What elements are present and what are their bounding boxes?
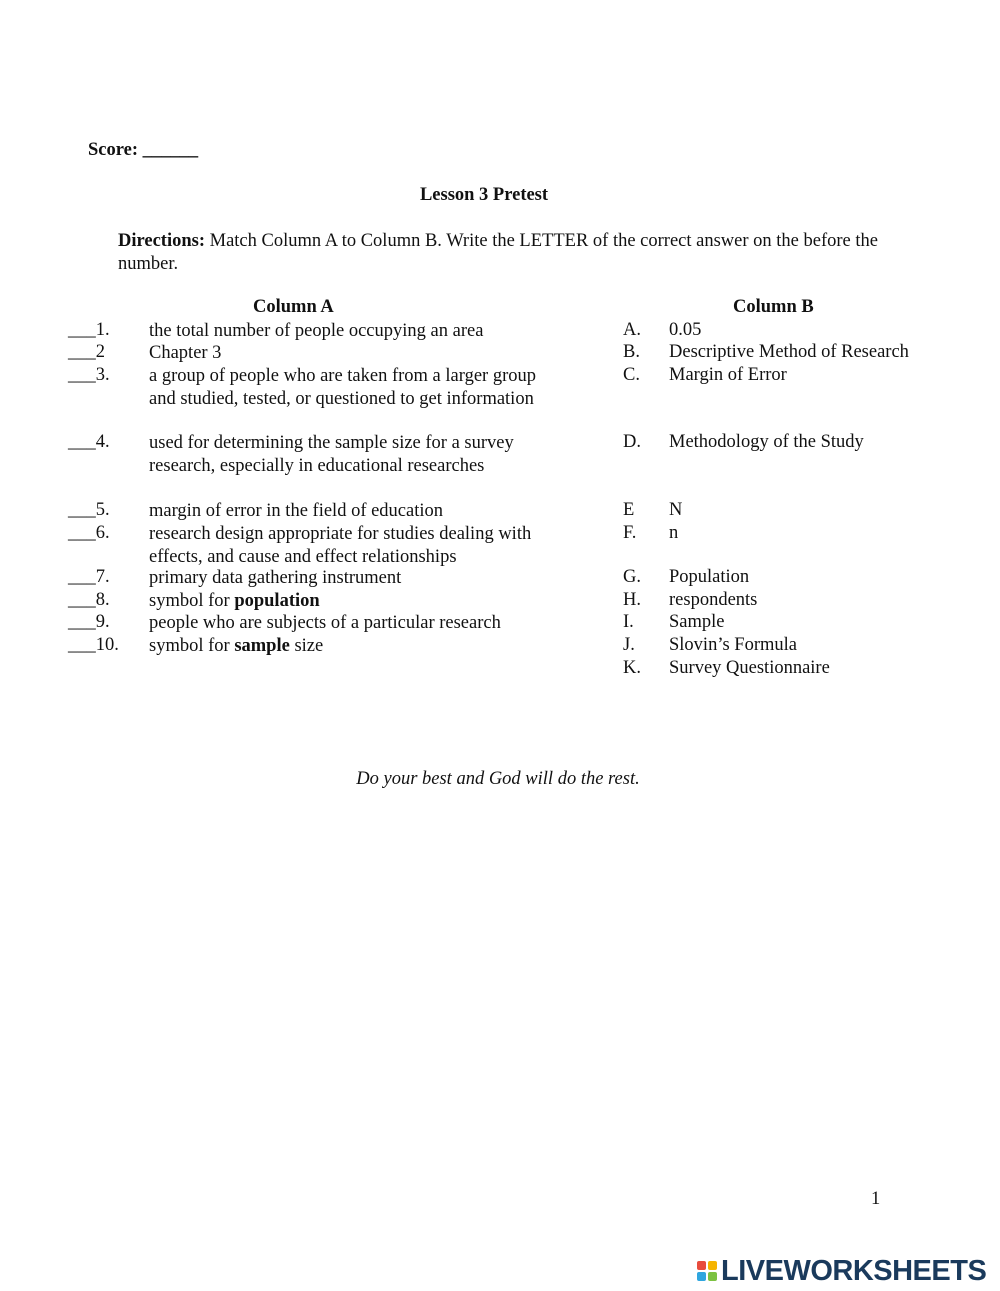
logo-block	[708, 1261, 717, 1270]
column-a-heading: Column A	[253, 297, 334, 317]
question-text	[149, 590, 549, 613]
score-label: Score: ______	[88, 140, 199, 160]
question-text	[149, 635, 549, 658]
choice-letter: A.	[623, 320, 641, 340]
question-text-part: the total number of people occupying an area	[149, 321, 484, 341]
question-text-part: margin of error in the field of education	[149, 501, 444, 521]
choice-text: Population	[669, 567, 750, 587]
question-text-part: symbol for	[149, 591, 235, 611]
answer-blank[interactable]: ___10.	[68, 635, 119, 655]
logo-block	[708, 1272, 717, 1281]
answer-blank[interactable]: ___4.	[68, 432, 110, 452]
question-text	[149, 567, 549, 590]
directions-label: Directions:	[118, 231, 205, 251]
choice-text: Methodology of the Study	[669, 432, 864, 452]
answer-blank[interactable]: ___8.	[68, 590, 110, 610]
choice-letter: K.	[623, 658, 641, 678]
choice-letter: G.	[623, 567, 641, 587]
choice-letter: E	[623, 500, 635, 520]
motto: Do your best and God will do the rest.	[356, 769, 640, 789]
choice-text: Survey Questionnaire	[669, 658, 830, 678]
bold-term: sample	[234, 636, 290, 656]
question-text-part: size	[289, 636, 324, 656]
question-text-part: primary data gathering instrument	[149, 568, 402, 588]
choice-text: Sample	[669, 612, 725, 632]
logo-block	[697, 1272, 706, 1281]
question-text-part: used for determining the sample size for a survey research, especially in educational researches	[149, 433, 514, 476]
choice-letter: H.	[623, 590, 641, 610]
answer-blank[interactable]: ___9.	[68, 612, 110, 632]
choice-letter: D.	[623, 432, 641, 452]
directions	[118, 230, 878, 276]
choice-letter: J.	[623, 635, 635, 655]
answer-blank[interactable]: ___3.	[68, 365, 110, 385]
choice-text: n	[669, 523, 679, 543]
directions-text: Match Column A to Column B. Write the LETTER of the correct answer on the before the number.	[118, 231, 878, 274]
question-text-part: research design appropriate for studies dealing with effects, and cause and effect relationships	[149, 524, 532, 567]
question-text-part: a group of people who are taken from a larger group and studied, tested, or questioned to get information	[149, 366, 536, 409]
choice-text: Margin of Error	[669, 365, 787, 385]
choice-letter: C.	[623, 365, 640, 385]
logo-block	[697, 1261, 706, 1270]
choice-text: Descriptive Method of Research	[669, 342, 909, 362]
page-number: 1	[871, 1189, 881, 1209]
answer-blank[interactable]: ___2	[68, 342, 105, 362]
choice-text: Slovin’s Formula	[669, 635, 797, 655]
answer-blank[interactable]: ___1.	[68, 320, 110, 340]
choice-text: respondents	[669, 590, 758, 610]
question-text	[149, 365, 549, 410]
choice-letter: I.	[623, 612, 634, 632]
question-text-part: symbol for	[149, 636, 235, 656]
answer-blank[interactable]: ___7.	[68, 567, 110, 587]
column-b-heading: Column B	[733, 297, 814, 317]
question-text	[149, 612, 549, 635]
question-text	[149, 432, 549, 477]
choice-letter: B.	[623, 342, 640, 362]
choice-letter: F.	[623, 523, 637, 543]
logo-blocks-icon	[697, 1261, 717, 1281]
question-text	[149, 523, 549, 568]
question-text	[149, 320, 549, 343]
page-title: Lesson 3 Pretest	[419, 185, 549, 205]
bold-term: population	[234, 591, 320, 611]
answer-blank[interactable]: ___6.	[68, 523, 110, 543]
question-text	[149, 500, 549, 523]
choice-text: 0.05	[669, 320, 702, 340]
logo-text: LIVEWORKSHEETS	[721, 1254, 987, 1287]
choice-text: N	[669, 500, 683, 520]
question-text-part: people who are subjects of a particular research	[149, 613, 501, 633]
liveworksheets-logo	[697, 1256, 986, 1286]
question-text	[149, 342, 549, 365]
answer-blank[interactable]: ___5.	[68, 500, 110, 520]
question-text-part: Chapter 3	[149, 343, 222, 363]
